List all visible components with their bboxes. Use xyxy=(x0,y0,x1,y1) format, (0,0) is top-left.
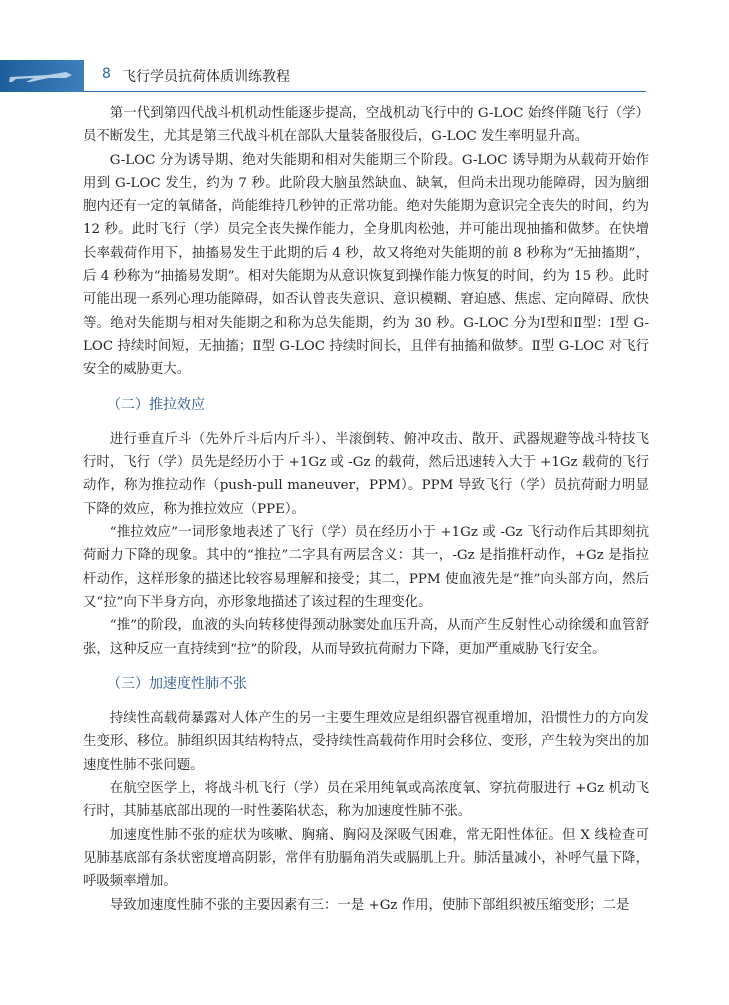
paragraph: 持续性高载荷暴露对人体产生的另一主要生理效应是组织器官视重增加，沿惯性力的方向发生变形、移位。肺组织因其结构特点，受持续性高载荷作用时会移位、变形，产生较为突出的加速度性肺不张问题。 xyxy=(83,711,649,773)
book-title: 飞行学员抗荷体质训练教程 xyxy=(122,69,290,85)
page-number: 8 xyxy=(102,66,111,82)
paragraph: G-LOC 分为诱导期、绝对失能期和相对失能期三个阶段。G-LOC 诱导期为从载荷开始作用到 G-LOC 发生，约为 7 秒。此阶段大脑虽然缺血、缺氧，但尚未出现功能障碍，因为脑细胞内还有一定的氧储备，尚能维持几秒钟的正常功能。绝对失能期为意识完全丧失的时间，约为 12 秒。此时飞行（学）员完全丧失操作能力，全身肌肉松弛，并可能出现抽搐和做梦。在快增长率载荷作用下，抽搐易发生于此期的后 4 秒，故又将绝对失能期的前 8 秒称为“无抽搐期”，后 4 秒称为“抽搐易发期”。相对失能期为从意识恢复到操作能力恢复的时间，约为 15 秒。此时可能出现一系列心理功能障碍，如否认曾丧失意识、意识模糊、窘迫感、焦虑、定向障碍、欣快等。绝对失能期与相对失能期之和称为总失能期，约为 30 秒。G-LOC 分为Ⅰ型和Ⅱ型：Ⅰ型 G-LOC 持续时间短，无抽搐；Ⅱ型 G-LOC 持续时间长，且伴有抽搐和做梦。Ⅱ型 G-LOC 对飞行安全的威胁更大。 xyxy=(83,152,649,378)
section-heading: （二）推拉效应 xyxy=(107,396,205,413)
paragraph: 在航空医学上，将战斗机飞行（学）员在采用纯氧或高浓度氧、穿抗荷服进行 +Gz 机动飞行时，其肺基底部出现的一时性萎陷状态，称为加速度性肺不张。 xyxy=(83,781,649,820)
paragraph: 进行垂直斤斗（先外斤斗后内斤斗）、半滚倒转、俯冲攻击、散开、武器规避等战斗特技飞行时，飞行（学）员先是经历小于 +1Gz 或 -Gz 的载荷，然后迅速转入大于 +1Gz 载荷的飞行动作，称为推拉动作（push-pull maneuver，PPM）。PPM 导致飞行（学）员抗荷耐力明显下降的效应，称为推拉效应（PPE）。 xyxy=(83,431,649,517)
section-heading: （三）加速度性肺不张 xyxy=(107,675,247,692)
paragraph: 加速度性肺不张的症状为咳嗽、胸痛、胸闷及深吸气困难，常无阳性体征。但 X 线检查可见肺基底部有条状密度增高阴影，常伴有肋膈角消失或膈肌上升。肺活量减小，补呼气量下降，呼吸频率增加。 xyxy=(83,827,649,890)
header-color-band xyxy=(0,60,84,92)
paragraph: 导致加速度性肺不张的主要因素有三：一是 +Gz 作用，使肺下部组织被压缩变形；二是 xyxy=(109,897,630,913)
page-content xyxy=(83,102,649,917)
paragraph: “推”的阶段，血液的头向转移使得颈动脉窦处血压升高，从而产生反射性心动徐缓和血管舒张，这种反应一直持续到“拉”的阶段，从而导致抗荷耐力下降，更加严重威胁飞行安全。 xyxy=(83,618,649,657)
jet-icon xyxy=(8,66,74,86)
paragraph: “推拉效应”一词形象地表述了飞行（学）员在经历小于 +1Gz 或 -Gz 飞行动作后其即刻抗荷耐力下降的现象。其中的“推拉”二字具有两层含义：其一，-Gz 是指推杆动作，+Gz 是指拉杆动作，这样形象的描述比较容易理解和接受；其二，PPM 使血液先是“推”向头部方向，然后又“拉”向下半身方向，亦形象地描述了该过程的生理变化。 xyxy=(83,525,649,610)
paragraph: 第一代到第四代战斗机机动性能逐步提高，空战机动飞行中的 G-LOC 始终伴随飞行（学）员不断发生，尤其是第三代战斗机在部队大量装备服役后，G-LOC 发生率明显升高。 xyxy=(83,106,649,145)
header-rule xyxy=(84,91,646,92)
